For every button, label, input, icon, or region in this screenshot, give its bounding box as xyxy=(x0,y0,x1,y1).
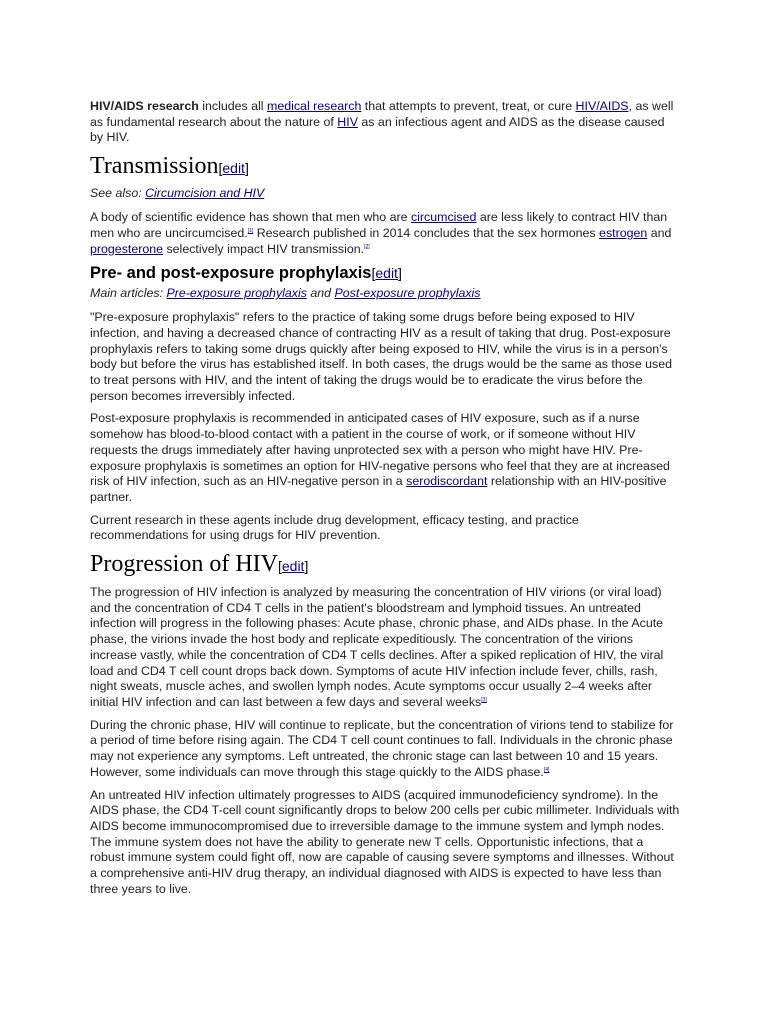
link-hiv[interactable]: HIV xyxy=(337,114,358,129)
ref-link[interactable]: [1] xyxy=(247,227,254,234)
text: Research published in 2014 concludes that the sex hormones xyxy=(253,225,600,240)
link-progesterone[interactable]: progesterone xyxy=(90,241,164,256)
heading-progression xyxy=(90,551,680,579)
main-articles-note xyxy=(90,286,680,301)
text: During the chronic phase, HIV will continue to replicate, but the concentration of virions tend to stabilize for a period of time before rising again. The CD4 T cell count continues to fall. Individuals in the chronic phase may not experience any symptoms. Left untreated, the chronic stage can last between 10 and 15 years. However, some individuals can move through this stage quickly to the AIDS phase. xyxy=(90,717,674,779)
text: and xyxy=(306,286,335,301)
ref-link[interactable]: [4] xyxy=(543,766,550,773)
article-body xyxy=(90,99,680,897)
progression-paragraph-3: An untreated HIV infection ultimately progresses to AIDS (acquired immunodeficiency syndrome). In the AIDS phase, the CD4 T-cell count significantly drops to below 200 cells per cubic millimeter. Individuals with AIDS become immunocompromised due to irreversible damage to the immune system and lymph nodes. The immune system does not have the ability to generate new T cells. Opportunistic infections, that a robust immune system could fight off, now are capable of causing severe symptoms and illnesses. Without a comprehensive anti-HIV drug therapy, an individual diagnosed with AIDS is expected to have less than three years to live. xyxy=(90,787,680,896)
prophylaxis-paragraph-1: "Pre-exposure prophylaxis" refers to the practice of taking some drugs before being exposed to HIV infection, and having a decreased chance of contracting HIV as a result of taking that drug. Post-exposure prophylaxis refers to taking some drugs quickly after being exposed to HIV, while the virus is in a person's body but before the virus has established itself. In both cases, the drugs would be the same as those used to treat persons with HIV, and the intent of taking the drugs would be to eradicate the virus before the person becomes irreversibly infected. xyxy=(90,310,673,403)
text: , as well as fundamental research about the nature of xyxy=(90,99,674,129)
progression-paragraph-1 xyxy=(90,585,680,711)
edit-link-progression[interactable]: edit xyxy=(281,558,305,575)
ref-2[interactable] xyxy=(364,243,370,249)
text: as an infectious agent and AIDS as the disease caused by HIV. xyxy=(90,114,665,145)
text: Post-exposure prophylaxis is recommended in anticipated cases of HIV exposure, such as if a nurse somehow has blood-to-blood contact with a patient in the course of work, or if someone without HIV requests the drugs immediately after having unprotected sex with a person who might have HIV. Pre-exposure prophylaxis is sometimes an option for HIV-negative persons who feel that they are at increased risk of HIV infection, such as an HIV-negative person in a xyxy=(90,411,670,489)
text: are less likely to contract HIV than men who are uncircumcised. xyxy=(90,210,668,240)
link-pre-exposure-prophylaxis[interactable]: Pre-exposure prophylaxis xyxy=(166,286,307,301)
bracket: [ xyxy=(371,265,376,282)
link-medical-research[interactable]: medical research xyxy=(267,99,362,113)
link-estrogen[interactable]: estrogen xyxy=(599,225,648,240)
text: and xyxy=(647,225,672,240)
ref-link[interactable]: [2] xyxy=(364,243,370,250)
hatnote-label: Main articles: xyxy=(90,286,167,301)
see-also-note xyxy=(90,186,680,201)
link-hiv-aids[interactable]: HIV/AIDS xyxy=(575,99,629,113)
bracket: ] xyxy=(304,558,309,575)
transmission-paragraph xyxy=(90,210,680,257)
prophylaxis-paragraph-3: Current research in these agents include drug development, efficacy testing, and practice recommendations for using drugs for HIV prevention. xyxy=(90,512,579,543)
bracket: ] xyxy=(244,160,249,177)
edit-section xyxy=(218,160,248,176)
link-circumcised[interactable]: circumcised xyxy=(410,210,477,225)
text: The progression of HIV infection is analyzed by measuring the concentration of HIV virions (or viral load) and the concentration of CD4 T cells in the patient's bloodstream and lymphoid tissues. An untreated infection will progress in the following phases: Acute phase, chronic phase, and AIDs phase. In the Acute phase, the virions invade the host body and replicate expeditiously. The concentration of the virions increase vastly, while the concentration of CD4 T cells declines. After a spiked replication of HIV, the viral load and CD4 T cell count drops back down. Symptoms of acute HIV infection include fever, chills, rash, night sweats, muscle aches, and swollen lymph nodes. Acute symptoms occur usually 2–4 weeks after initial HIV infection and can last between a few days and several weeks xyxy=(90,585,664,709)
intro-paragraph xyxy=(90,99,680,146)
hatnote-label: See also: xyxy=(90,186,146,201)
text: that attempts to prevent, treat, or cure xyxy=(361,99,576,113)
heading-text: Progression of HIV xyxy=(90,551,278,578)
ref-link[interactable]: [3] xyxy=(481,696,487,703)
text: selectively impact HIV transmission. xyxy=(163,241,365,256)
ref-4[interactable] xyxy=(544,767,550,773)
progression-paragraph-2 xyxy=(90,718,680,781)
intro-bold-term: HIV/AIDS research xyxy=(90,99,199,113)
link-circumcision-and-hiv[interactable]: Circumcision and HIV xyxy=(145,186,265,201)
heading-prophylaxis xyxy=(90,263,680,283)
edit-link-prophylaxis[interactable]: edit xyxy=(375,265,398,282)
heading-transmission xyxy=(90,153,680,181)
edit-section xyxy=(371,265,401,281)
bracket: [ xyxy=(218,160,223,177)
text: A body of scientific evidence has shown that men who are xyxy=(90,210,411,225)
edit-link-transmission[interactable]: edit xyxy=(222,160,245,177)
heading-text: Transmission xyxy=(90,153,219,180)
text: relationship with an HIV-positive partner. xyxy=(90,474,667,504)
heading-text: Pre- and post-exposure prophylaxis xyxy=(90,264,372,283)
link-post-exposure-prophylaxis[interactable]: Post-exposure prophylaxis xyxy=(334,286,481,301)
prophylaxis-paragraph-2 xyxy=(90,411,680,505)
bracket: ] xyxy=(397,265,402,282)
ref-3[interactable] xyxy=(481,697,487,703)
bracket: [ xyxy=(277,558,282,575)
text: includes all xyxy=(198,99,267,113)
edit-section xyxy=(278,558,308,574)
link-serodiscordant[interactable]: serodiscordant xyxy=(406,474,488,489)
